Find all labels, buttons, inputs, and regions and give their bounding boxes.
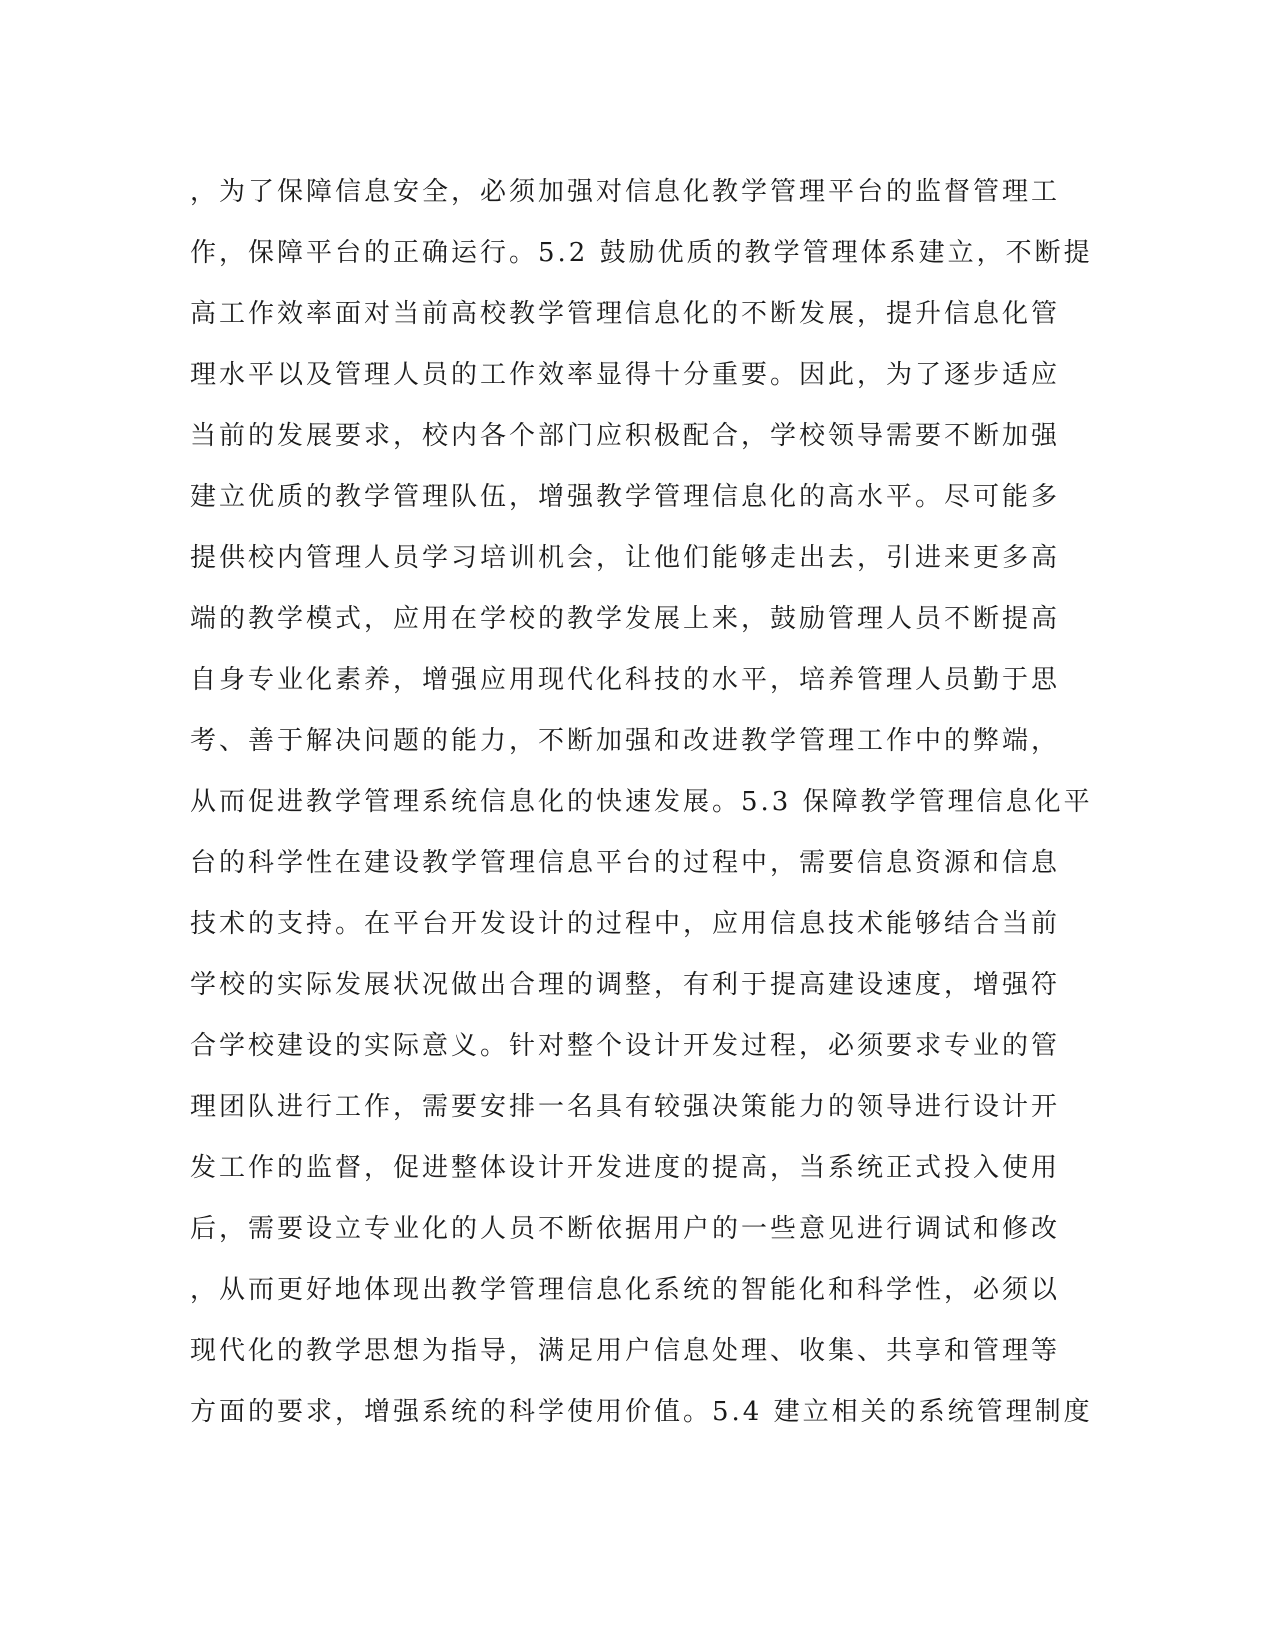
text-line: 现代化的教学思想为指导，满足用户信息处理、收集、共享和管理等 xyxy=(190,1336,1061,1366)
text-line: 端的教学模式，应用在学校的教学发展上来，鼓励管理人员不断提高 xyxy=(190,604,1061,634)
body-text xyxy=(190,162,1093,1443)
text-line: 从而促进教学管理系统信息化的快速发展。5.3 保障教学管理信息化平 xyxy=(190,787,1093,817)
text-line: 作，保障平台的正确运行。5.2 鼓励优质的教学管理体系建立，不断提 xyxy=(190,238,1093,268)
text-line: 理团队进行工作，需要安排一名具有较强决策能力的领导进行设计开 xyxy=(190,1092,1061,1122)
text-line: ，为了保障信息安全，必须加强对信息化教学管理平台的监督管理工 xyxy=(190,177,1061,207)
text-line: 合学校建设的实际意义。针对整个设计开发过程，必须要求专业的管 xyxy=(190,1031,1061,1061)
text-line: 后，需要设立专业化的人员不断依据用户的一些意见进行调试和修改 xyxy=(190,1214,1061,1244)
text-line: 台的科学性在建设教学管理信息平台的过程中，需要信息资源和信息 xyxy=(190,848,1061,878)
text-line: 建立优质的教学管理队伍，增强教学管理信息化的高水平。尽可能多 xyxy=(190,482,1061,512)
text-line: 考、善于解决问题的能力，不断加强和改进教学管理工作中的弊端， xyxy=(190,726,1061,756)
text-line: ，从而更好地体现出教学管理信息化系统的智能化和科学性，必须以 xyxy=(190,1275,1061,1305)
text-line: 高工作效率面对当前高校教学管理信息化的不断发展，提升信息化管 xyxy=(190,299,1061,329)
text-line: 方面的要求，增强系统的科学使用价值。5.4 建立相关的系统管理制度 xyxy=(190,1397,1093,1427)
text-line: 提供校内管理人员学习培训机会，让他们能够走出去，引进来更多高 xyxy=(190,543,1061,573)
text-line: 自身专业化素养，增强应用现代化科技的水平，培养管理人员勤于思 xyxy=(190,665,1061,695)
text-line: 当前的发展要求，校内各个部门应积极配合，学校领导需要不断加强 xyxy=(190,421,1061,451)
text-line: 理水平以及管理人员的工作效率显得十分重要。因此，为了逐步适应 xyxy=(190,360,1061,390)
text-line: 技术的支持。在平台开发设计的过程中，应用信息技术能够结合当前 xyxy=(190,909,1061,939)
text-line: 学校的实际发展状况做出合理的调整，有利于提高建设速度，增强符 xyxy=(190,970,1061,1000)
text-line: 发工作的监督，促进整体设计开发进度的提高，当系统正式投入使用 xyxy=(190,1153,1061,1183)
